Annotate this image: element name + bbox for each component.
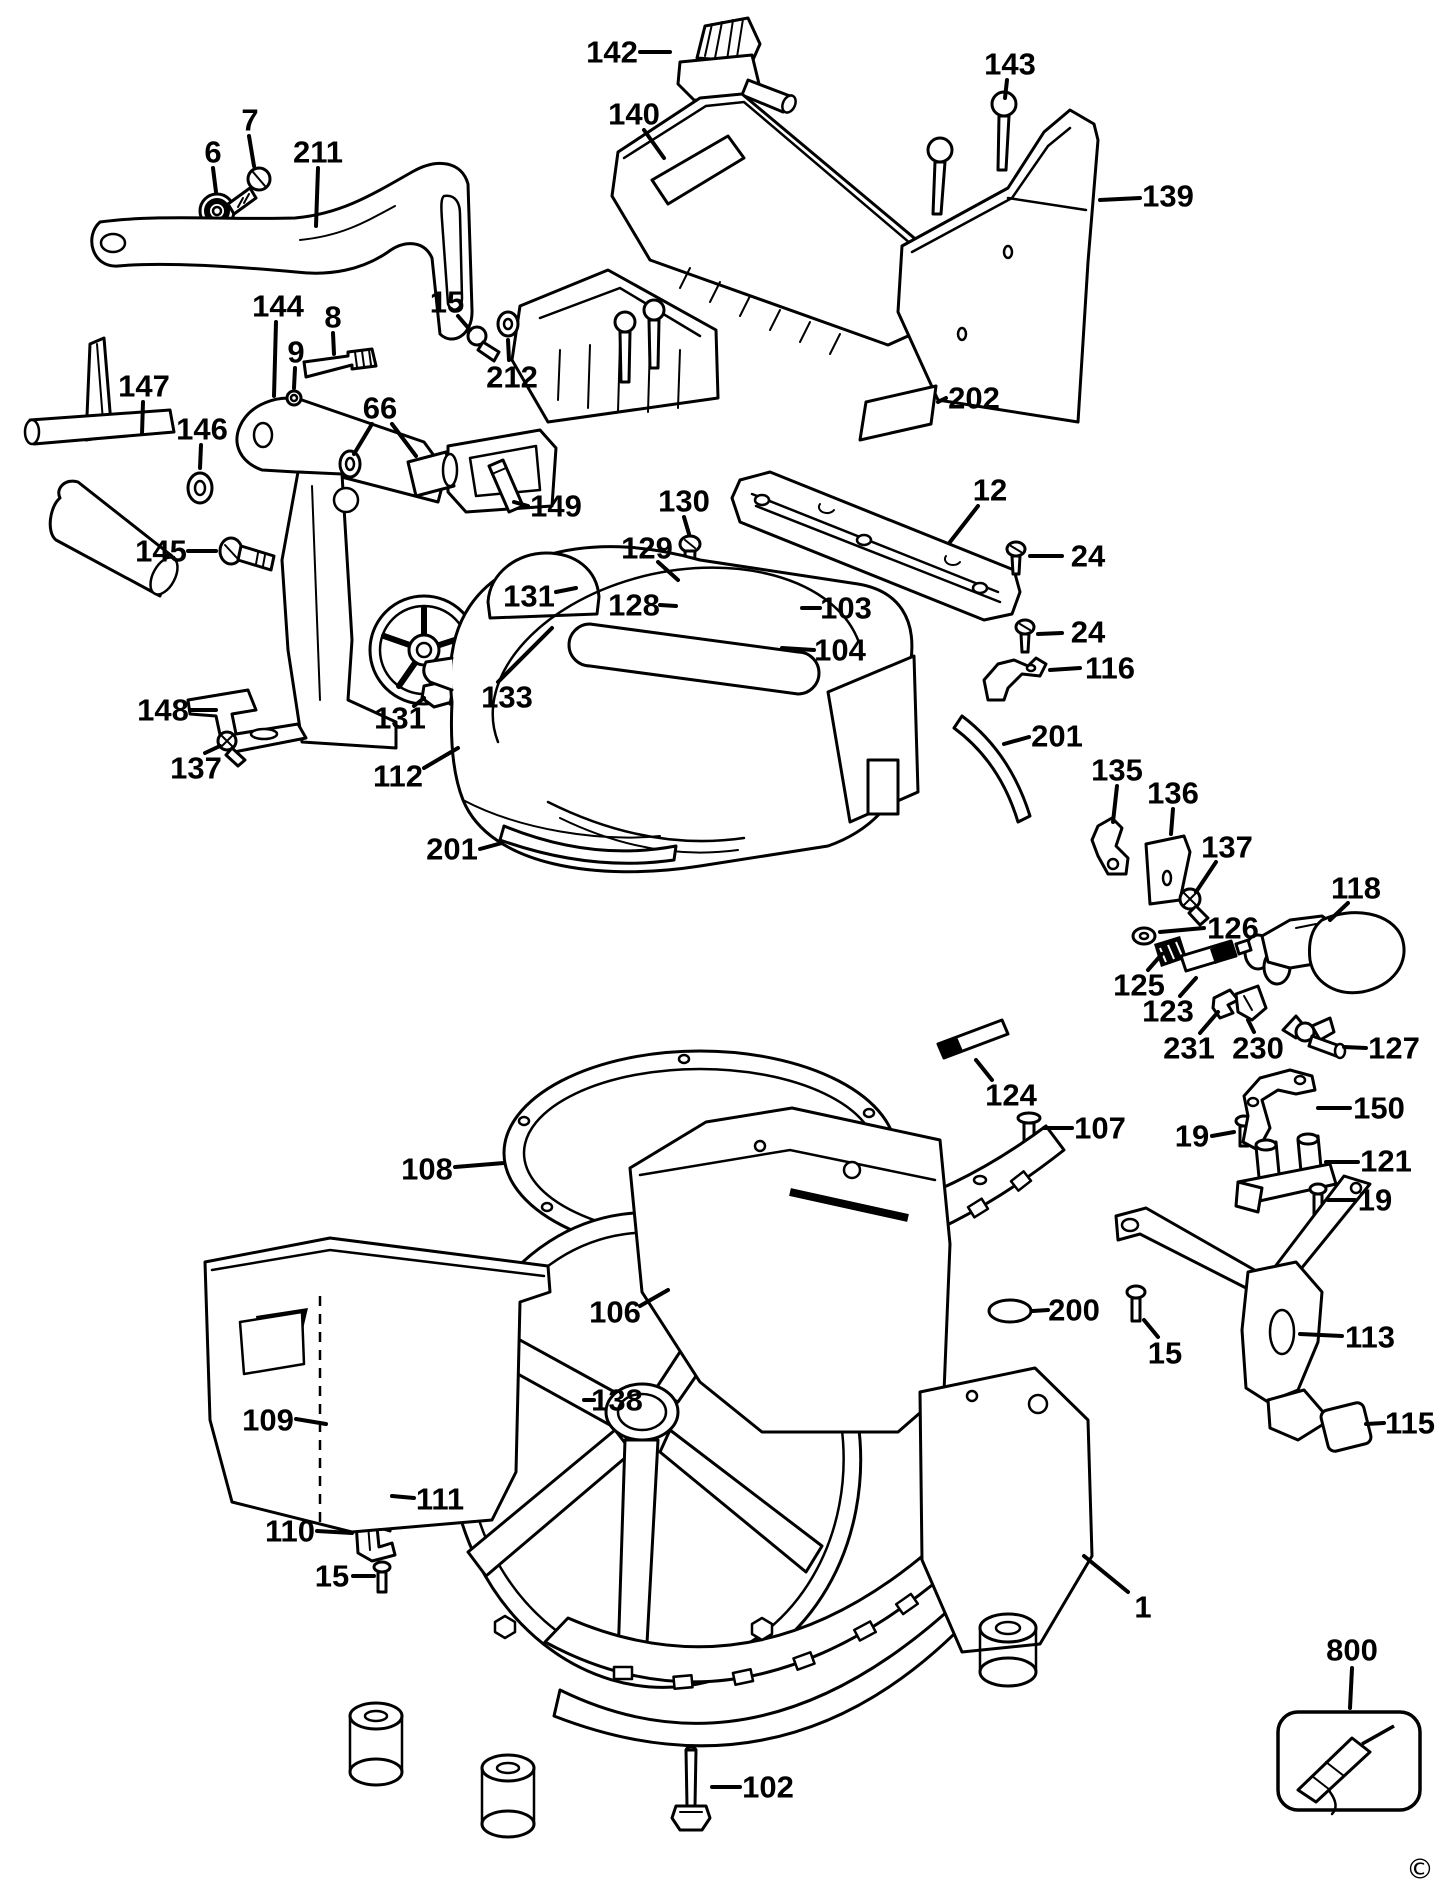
part-label-19: 19	[1357, 1182, 1393, 1218]
leader-line-111	[392, 1496, 414, 1498]
part-lever-135	[1092, 818, 1128, 874]
leader-line-127	[1344, 1047, 1366, 1048]
part-label-106: 106	[589, 1294, 641, 1330]
part-clip-bracket-116	[984, 658, 1046, 700]
part-washer-126	[1133, 928, 1155, 944]
part-label-66: 66	[362, 390, 398, 426]
part-lock-lever-118	[1245, 913, 1404, 993]
part-label-137: 137	[170, 750, 222, 786]
part-label-136: 136	[1147, 775, 1199, 811]
leader-line-143	[1005, 80, 1007, 98]
part-thumbscrew-127	[1283, 1016, 1345, 1058]
leader-line-7	[249, 136, 254, 166]
leader-line-212	[508, 340, 509, 360]
part-label-121: 121	[1360, 1143, 1412, 1179]
part-screw-15-top	[468, 327, 499, 361]
part-label-231: 231	[1163, 1030, 1215, 1066]
part-label-19: 19	[1174, 1118, 1210, 1154]
leader-line-137	[1196, 862, 1216, 892]
leader-line-116	[1050, 668, 1080, 670]
leader-line-6	[213, 168, 216, 192]
part-label-103: 103	[820, 590, 872, 626]
part-label-202: 202	[948, 380, 1000, 416]
part-label-15: 15	[429, 284, 465, 320]
part-label-129: 129	[621, 530, 673, 566]
part-label-138: 138	[591, 1382, 643, 1418]
part-label-111: 111	[415, 1481, 465, 1517]
part-label-131: 131	[374, 700, 426, 736]
part-pad-115	[1320, 1401, 1373, 1452]
part-label-139: 139	[1142, 178, 1194, 214]
leader-line-115	[1366, 1423, 1384, 1424]
part-label-123: 123	[1142, 993, 1194, 1029]
part-bracket-148	[188, 690, 306, 752]
part-label-9: 9	[287, 334, 305, 370]
part-label-115: 115	[1384, 1405, 1436, 1441]
leader-line-24	[1038, 633, 1062, 634]
part-screw-15-mid	[1127, 1286, 1145, 1321]
leader-line-135	[1113, 786, 1117, 822]
leader-line-8	[333, 333, 334, 354]
part-label-211: 211	[292, 134, 344, 170]
leader-line-139	[1100, 198, 1140, 200]
part-label-137: 137	[1201, 829, 1253, 865]
part-oring-200	[989, 1300, 1031, 1322]
leader-line-104	[782, 648, 814, 650]
part-label-118: 118	[1330, 870, 1382, 906]
leader-line-201	[480, 843, 502, 849]
leader-line-201	[1004, 737, 1029, 744]
part-label-200: 200	[1048, 1292, 1100, 1328]
part-screw-7	[228, 168, 270, 214]
leader-line-126	[1160, 928, 1204, 932]
part-label-104: 104	[814, 632, 866, 668]
part-label-127: 127	[1368, 1030, 1420, 1066]
leader-line-113	[1300, 1334, 1342, 1336]
leader-line-800	[1350, 1668, 1352, 1708]
part-label-128: 128	[608, 587, 660, 623]
leader-line-211	[316, 168, 318, 226]
part-label-142: 142	[586, 34, 638, 70]
part-label-110: 110	[264, 1513, 316, 1549]
part-brush-strip-201-right	[954, 716, 1030, 822]
leader-line-136	[1171, 809, 1173, 834]
part-label-102: 102	[742, 1769, 794, 1805]
part-label-6: 6	[204, 134, 222, 170]
part-label-133: 133	[481, 679, 533, 715]
part-label-144: 144	[252, 288, 304, 324]
part-washer-146	[188, 473, 212, 503]
part-label-126: 126	[1207, 910, 1259, 946]
part-label-230: 230	[1232, 1030, 1284, 1066]
part-pin-124	[938, 1020, 1008, 1058]
part-label-149: 149	[530, 488, 582, 524]
part-ring-9	[287, 391, 301, 405]
part-label-140: 140	[608, 96, 660, 132]
leader-line-1	[1084, 1556, 1128, 1592]
part-label-113: 113	[1344, 1319, 1396, 1355]
part-inset-box-800	[1278, 1712, 1420, 1814]
leader-line-12	[950, 506, 978, 542]
leader-line-128	[660, 605, 676, 606]
part-label-201: 201	[426, 831, 478, 867]
part-label-148: 148	[137, 692, 189, 728]
part-label-135: 135	[1091, 752, 1143, 788]
part-washer-212	[498, 312, 518, 336]
part-label-109: 109	[242, 1402, 294, 1438]
part-label-24: 24	[1070, 614, 1106, 650]
part-label-146: 146	[176, 411, 228, 447]
part-label-24: 24	[1070, 538, 1106, 574]
part-label-108: 108	[401, 1151, 453, 1187]
part-label-130: 130	[658, 483, 710, 519]
part-label-147: 147	[118, 368, 170, 404]
part-label-125: 125	[1113, 967, 1165, 1003]
part-label-107: 107	[1074, 1110, 1126, 1146]
part-label-15: 15	[1147, 1335, 1183, 1371]
part-screw-137-right	[1180, 889, 1208, 925]
part-screw-15-bottom	[374, 1562, 390, 1592]
part-label-116: 116	[1084, 650, 1136, 686]
part-label-1: 1	[1134, 1589, 1152, 1625]
part-label-201: 201	[1031, 718, 1083, 754]
copyright-mark: ©	[1406, 1852, 1434, 1886]
part-label-15: 15	[314, 1558, 350, 1594]
leader-line-15	[1144, 1320, 1158, 1337]
part-label-150: 150	[1353, 1090, 1405, 1126]
part-label-131: 131	[503, 578, 555, 614]
part-label-212: 212	[486, 359, 538, 395]
part-yoke-113	[1116, 1176, 1370, 1440]
part-label-8: 8	[324, 299, 342, 335]
leader-line-110	[317, 1531, 352, 1533]
part-label-145: 145	[135, 533, 187, 569]
part-left-fence-140	[512, 94, 950, 422]
part-pin-8	[304, 349, 376, 377]
part-label-7: 7	[241, 102, 259, 138]
leader-line-130	[684, 517, 689, 534]
part-label-112: 112	[372, 758, 424, 794]
part-clip-230	[1236, 986, 1266, 1020]
leader-line-9	[294, 368, 295, 388]
part-label-143: 143	[984, 46, 1036, 82]
leader-line-200	[1033, 1310, 1048, 1311]
part-label-12: 12	[972, 472, 1008, 508]
part-bolt-102	[672, 1747, 710, 1830]
part-label-124: 124	[985, 1077, 1037, 1113]
leader-line-108	[455, 1163, 504, 1167]
part-label-800: 800	[1326, 1632, 1378, 1668]
leader-line-144	[274, 322, 276, 396]
leader-line-146	[200, 445, 201, 468]
leader-line-19	[1212, 1132, 1234, 1136]
part-screw-145	[220, 538, 274, 570]
leader-line-147	[142, 402, 143, 434]
part-label-plate-202	[860, 386, 936, 440]
